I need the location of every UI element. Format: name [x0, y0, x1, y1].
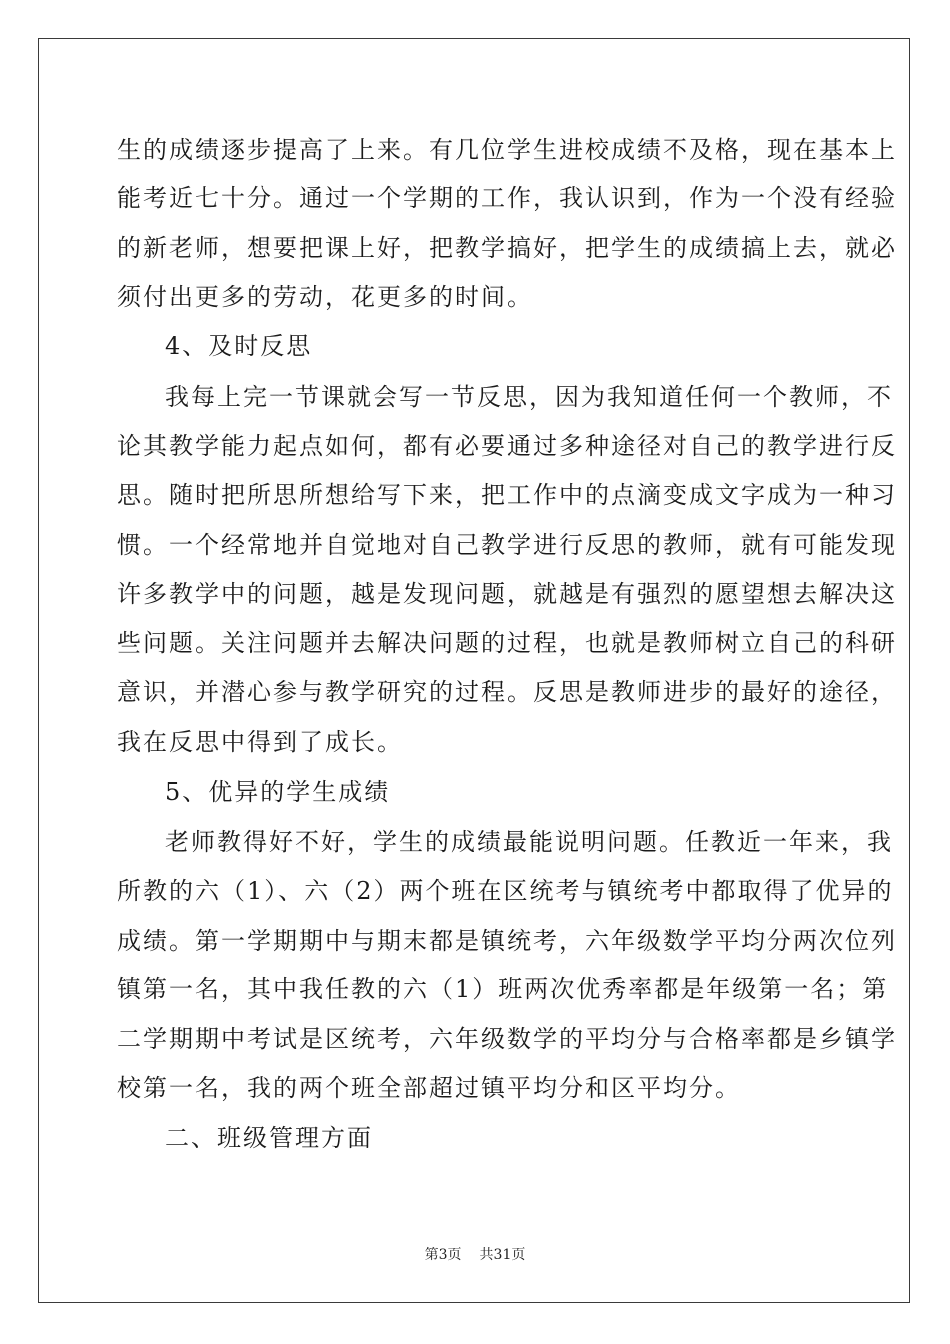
paragraph-line: 论其教学能力起点如何，都有必要通过多种途径对自己的教学进行反 [117, 432, 897, 460]
paragraph-line: 所教的六（1）、六（2）两个班在区统考与镇统考中都取得了优异的 [117, 877, 894, 905]
paragraph-line: 校第一名，我的两个班全部超过镇平均分和区平均分。 [117, 1074, 741, 1102]
paragraph-line: 二学期期中考试是区统考，六年级数学的平均分与合格率都是乡镇学 [117, 1025, 897, 1053]
section-heading: 4、及时反思 [165, 332, 313, 360]
paragraph-line: 成绩。第一学期期中与期末都是镇统考，六年级数学平均分两次位列 [117, 927, 897, 955]
paragraph-line: 的新老师，想要把课上好，把教学搞好，把学生的成绩搞上去，就必 [117, 234, 897, 262]
page-frame [38, 38, 910, 1303]
paragraph-line: 许多教学中的问题，越是发现问题，就越是有强烈的愿望想去解决这 [117, 580, 897, 608]
paragraph-line: 镇第一名，其中我任教的六（1）班两次优秀率都是年级第一名；第 [117, 975, 889, 1003]
paragraph-line: 意识，并潜心参与教学研究的过程。反思是教师进步的最好的途径， [117, 678, 897, 706]
paragraph-line: 思。随时把所思所想给写下来，把工作中的点滴变成文字成为一种习 [117, 481, 897, 509]
paragraph-line: 老师教得好不好，学生的成绩最能说明问题。任教近一年来，我 [165, 828, 893, 856]
paragraph-line: 我每上完一节课就会写一节反思，因为我知道任何一个教师，不 [165, 383, 893, 411]
paragraph-line: 些问题。关注问题并去解决问题的过程，也就是教师树立自己的科研 [117, 629, 897, 657]
paragraph-line: 惯。一个经常地并自觉地对自己教学进行反思的教师，就有可能发现 [117, 531, 897, 559]
section-heading: 5、优异的学生成绩 [165, 778, 391, 806]
paragraph-line: 须付出更多的劳动，花更多的时间。 [117, 283, 533, 311]
page-footer [0, 1246, 950, 1264]
section-heading: 二、班级管理方面 [165, 1124, 373, 1152]
page-number: 第3页 [424, 1247, 462, 1263]
paragraph-line: 能考近七十分。通过一个学期的工作，我认识到，作为一个没有经验 [117, 184, 897, 212]
paragraph-line: 生的成绩逐步提高了上来。有几位学生进校成绩不及格，现在基本上 [117, 136, 897, 164]
paragraph-line: 我在反思中得到了成长。 [117, 728, 403, 756]
page-total: 共31页 [479, 1247, 526, 1263]
